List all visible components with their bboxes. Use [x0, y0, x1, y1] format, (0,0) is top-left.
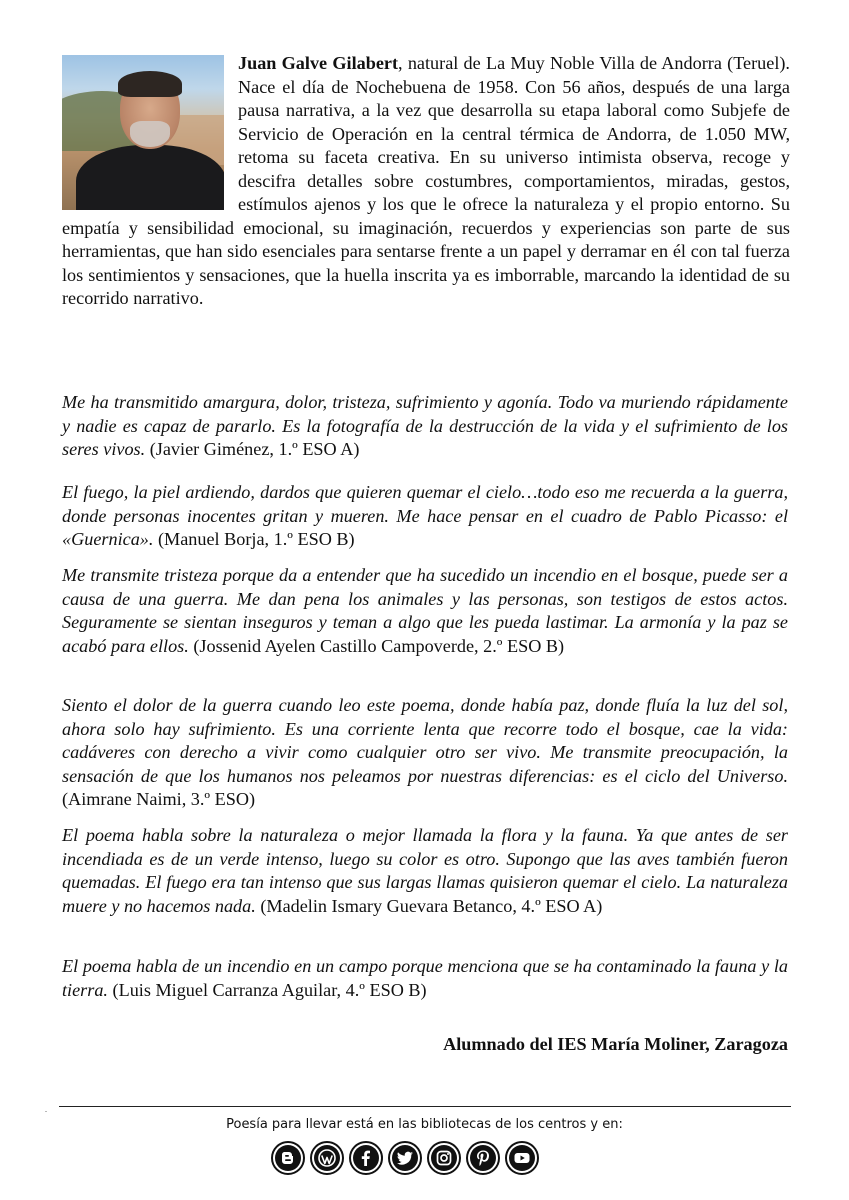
instagram-icon[interactable]	[427, 1141, 461, 1175]
social-icons	[271, 1141, 539, 1175]
author-name: Juan Galve Gilabert	[238, 53, 399, 73]
author-photo	[62, 55, 224, 210]
youtube-icon[interactable]	[505, 1141, 539, 1175]
student-comment	[62, 481, 788, 552]
twitter-icon[interactable]	[388, 1141, 422, 1175]
comment-author: (Jossenid Ayelen Castillo Campoverde, 2.º ESO B)	[193, 635, 565, 656]
wordpress-icon[interactable]	[310, 1141, 344, 1175]
comment-author: (Aimrane Naimi, 3.º ESO)	[62, 789, 256, 810]
footer-text: Poesía para llevar está en las bibliotecas de los centros y en:	[226, 1117, 623, 1132]
comment-author: (Madelin Ismary Guevara Betanco, 4.º ESO A)	[260, 895, 603, 916]
comment-author: (Luis Miguel Carranza Aguilar, 4.º ESO B)	[112, 979, 427, 1000]
student-comment	[62, 955, 788, 1002]
page-dot: .	[45, 1105, 47, 1114]
comment-text: El poema habla sobre la naturaleza o mejor llamada la flora y la fauna. Ya que antes de ser incendiada es de un verde intenso, luego su color es otro. Supongo que las aves también fueron quemadas. El fuego era tan intenso que sus largas llamas quisieron quemar el cielo. La naturaleza muere y no hacemos nada.	[62, 825, 788, 916]
student-comment	[62, 824, 788, 918]
student-comment	[62, 564, 788, 658]
comment-text: Me transmite tristeza porque da a entender que ha sucedido un incendio en el bosque, puede ser a causa de una guerra. Me dan pena los animales y las personas, son testigos de estos actos. Seguramente se sientan inseguros y teman a algo que les pueda lastimar. La armonía y la paz se acabó para ellos.	[62, 565, 788, 656]
comment-author: (Javier Giménez, 1.º ESO A)	[149, 439, 360, 460]
student-comment	[62, 391, 788, 462]
blogger-icon[interactable]	[271, 1141, 305, 1175]
author-bio	[62, 52, 790, 311]
comment-text: El fuego, la piel ardiendo, dardos que quieren quemar el cielo…todo eso me recuerda a la guerra, donde personas inocentes gritan y mueren. Me hace pensar en el cuadro de Pablo Picasso: el «Guernica».	[62, 482, 788, 550]
comment-text: Siento el dolor de la guerra cuando leo este poema, donde había paz, donde fluía la luz del sol, ahora solo hay sufrimiento. Es una corriente lenta que recorre todo el bosque, cae la vida: cadáveres con derecho a vivir como cualquier otro ser vivo. Me transmite preocupación, la sensación de que los humanos nos peleamos por nuestras diferencias: es el ciclo del Universo.	[62, 695, 788, 786]
comment-text: Me ha transmitido amargura, dolor, tristeza, sufrimiento y agonía. Todo va muriendo rápidamente y nadie es capaz de pararlo. Es la fotografía de la destrucción de la vida y el sufrimiento de los seres vivos.	[62, 392, 788, 460]
comment-text: El poema habla de un incendio en un campo porque menciona que se ha contaminado la fauna y la tierra.	[62, 956, 788, 1000]
signature: Alumnado del IES María Moliner, Zaragoza	[443, 1034, 788, 1054]
comment-author: (Manuel Borja, 1.º ESO B)	[157, 529, 355, 550]
author-bio-text: , natural de La Muy Noble Villa de Andorra (Teruel). Nace el día de Nochebuena de 1958. Con 56 años, después de una larga pausa narrativa, a la vez que desarrolla su etapa laboral como Subjefe de Servicio de Operación en la central térmica de Andorra, de 1.050 MW, retoma su faceta creativa. En su universo intimista observa, recoge y descifra detalles sobre costumbres, comportamientos, miradas, gestos, estímulos ajenos y los que le ofrece la naturaleza y el propio entorno. Su empatía y sensibilidad emocional, su imaginación, recuerdos y experiencias son parte de sus herramientas, que han sido esenciales para sentarse frente a un papel y derramar en él con tal fuerza los sentimientos y sensaciones, que la huella inscrita ya es imborrable, marcando la identidad de su recorrido narrativo.	[62, 53, 790, 308]
footer-divider	[59, 1106, 791, 1107]
facebook-icon[interactable]	[349, 1141, 383, 1175]
pinterest-icon[interactable]	[466, 1141, 500, 1175]
student-comment	[62, 694, 788, 812]
